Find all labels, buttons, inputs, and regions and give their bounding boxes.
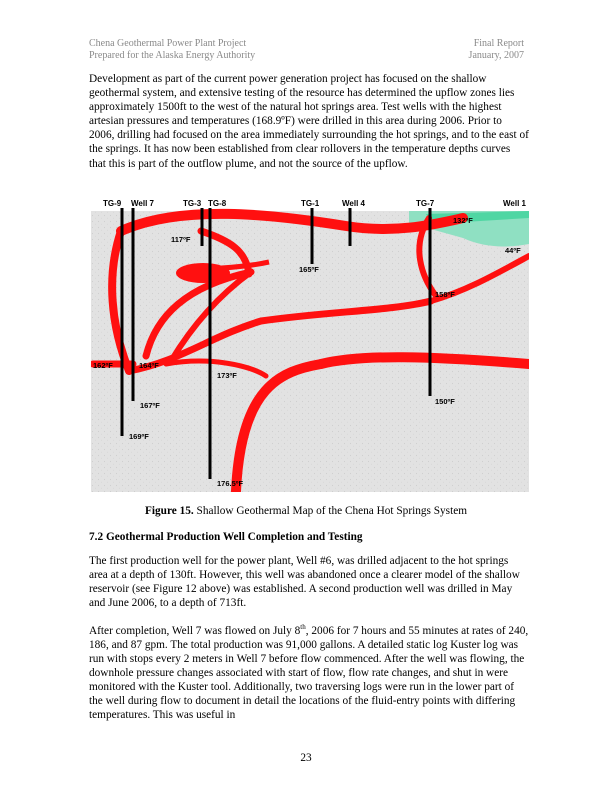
well-label-tg9: TG-9 xyxy=(103,199,122,208)
geothermal-map xyxy=(91,196,529,492)
geothermal-map-figure xyxy=(91,196,529,492)
section-title: 7.2 Geothermal Production Well Completion and Testing xyxy=(89,531,363,543)
header-date: January, 2007 xyxy=(468,50,524,61)
temp-label-167f: 167ºF xyxy=(140,401,160,410)
temp-label-164f: 164ºF xyxy=(139,361,159,370)
date-superscript: th xyxy=(300,623,306,631)
temp-label-150f: 150ºF xyxy=(435,397,455,406)
page-header xyxy=(89,38,524,62)
well-label-tg8: TG-8 xyxy=(208,199,227,208)
well-label-tg7: TG-7 xyxy=(416,199,435,208)
well-label-tg3: TG-3 xyxy=(183,199,202,208)
well-label-well7: Well 7 xyxy=(131,199,154,208)
temp-label-176-5f: 176.5ºF xyxy=(217,479,244,488)
figure-number: Figure 15. xyxy=(144,505,194,517)
figure-caption-text: Shallow Geothermal Map of the Chena Hot Springs System xyxy=(196,505,468,517)
intro-paragraph: Development as part of the current power generation project has focused on the shallow geothermal system, and extensive testing of the resource has determined the upflow zones lies approximately 1500ft to the west of the natural hot springs area. Test wells with the highest artesian pressures and temperatures (168.9ºF) were drilled in this area during 2006. Prior to 2006, drilling had focused on the area immediately surrounding the hot springs, and to the east of the springs. It has now been established from clear rollovers in the temperature depths curves that this is part of the outflow plume, and not the source of the upflow. xyxy=(89,73,529,170)
well-label-well4: Well 4 xyxy=(342,199,365,208)
temp-label-132f: 132ºF xyxy=(453,216,473,225)
temp-label-158f: 158ºF xyxy=(435,290,455,299)
temp-label-169f: 169ºF xyxy=(129,432,149,441)
page-number: 23 xyxy=(300,752,312,764)
figure-caption xyxy=(0,505,612,517)
header-report-type: Final Report xyxy=(473,38,524,49)
temp-label-162f: 162ºF xyxy=(93,361,113,370)
section-paragraph-1: The first production well for the power plant, Well #6, was drilled adjacent to the hot springs area at a depth of 130ft. However, this well was abandoned once a clearer model of the shallow reservoir (see Figure 12 above) was established. A second production well was drilled in May and June 2006, to a depth of 713ft. xyxy=(89,555,520,610)
paragraph-2-rest: , 2006 for 7 hours and 55 minutes at rates of 240, 186, and 87 gpm. The total production was 91,000 gallons. A detailed static log Kuster log was run with stops every 2 meters in Well 7 before flow commenced. After the well was flowing, the downhole pressure changes associated with start of flow, flow rate changes, and shut in were monitored with the Kuster tool. Additionally, two traversing logs were run in the lower part of the well during flow to document in detail the locations of the fluid-entry points with differing temperatures. This was useful in xyxy=(89,624,529,722)
temp-label-44f: 44ºF xyxy=(505,246,521,255)
temp-label-173f: 173ºF xyxy=(217,371,237,380)
header-prepared-for: Prepared for the Alaska Energy Authority xyxy=(89,50,256,61)
paragraph-2-start: After completion, Well 7 was flowed on July 8 xyxy=(89,624,301,637)
temp-label-165f: 165ºF xyxy=(299,265,319,274)
temp-label-117f: 117ºF xyxy=(171,235,191,244)
map-background xyxy=(91,196,529,492)
well-label-well1: Well 1 xyxy=(503,199,526,208)
header-project: Chena Geothermal Power Plant Project xyxy=(89,38,247,49)
section-paragraph-2 xyxy=(89,620,529,722)
well-label-tg1: TG-1 xyxy=(301,199,320,208)
